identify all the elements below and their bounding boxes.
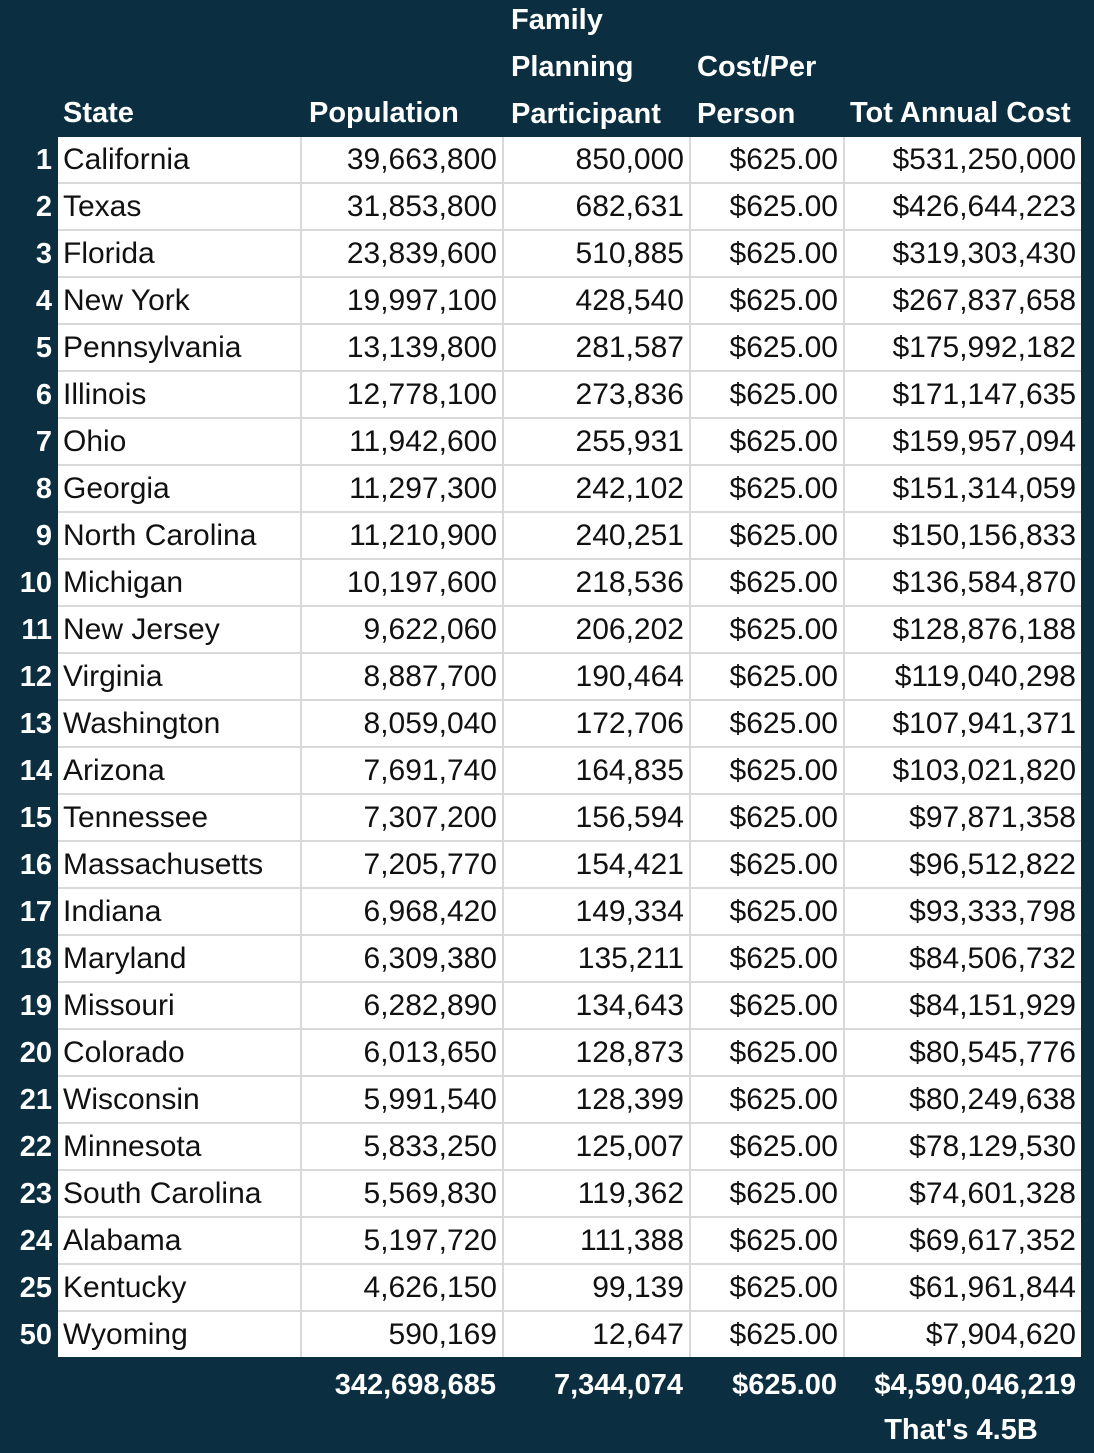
row-number[interactable]: 8 — [35, 473, 52, 505]
row-number[interactable]: 18 — [19, 943, 52, 975]
cell-population[interactable]: 23,839,600 — [302, 231, 502, 276]
header-total-label: Tot Annual Cost — [850, 97, 1071, 129]
cell-state[interactable]: Pennsylvania — [58, 325, 300, 370]
cell-population[interactable]: 5,197,720 — [302, 1218, 502, 1263]
header-population — [309, 90, 459, 137]
cell-population[interactable]: 31,853,800 — [302, 184, 502, 229]
cell-population[interactable]: 5,569,830 — [302, 1171, 502, 1216]
cell-population[interactable]: 9,622,060 — [302, 607, 502, 652]
cell-total-annual-cost[interactable]: $151,314,059 — [845, 466, 1081, 511]
cell-population[interactable]: 11,942,600 — [302, 419, 502, 464]
cell-cost-per-person[interactable]: $625.00 — [691, 372, 843, 417]
cell-population[interactable]: 6,013,650 — [302, 1030, 502, 1075]
cell-cost-per-person[interactable]: $625.00 — [691, 137, 843, 182]
row-number[interactable]: 19 — [19, 990, 52, 1022]
cell-state[interactable]: Ohio — [58, 419, 300, 464]
cell-state[interactable]: Washington — [58, 701, 300, 746]
cell-participant[interactable]: 149,334 — [504, 889, 689, 934]
cell-participant[interactable]: 281,587 — [504, 325, 689, 370]
cell-participant[interactable]: 255,931 — [504, 419, 689, 464]
cell-cost-per-person[interactable]: $625.00 — [691, 607, 843, 652]
cell-participant[interactable]: 128,873 — [504, 1030, 689, 1075]
cell-total-annual-cost[interactable]: $426,644,223 — [845, 184, 1081, 229]
cell-cost-per-person[interactable]: $625.00 — [691, 842, 843, 887]
cell-participant[interactable]: 242,102 — [504, 466, 689, 511]
cell-participant[interactable]: 135,211 — [504, 936, 689, 981]
cell-population[interactable]: 12,778,100 — [302, 372, 502, 417]
row-number[interactable]: 5 — [35, 332, 52, 364]
cell-state[interactable]: Tennessee — [58, 795, 300, 840]
cell-cost-per-person[interactable]: $625.00 — [691, 795, 843, 840]
cell-total-annual-cost[interactable]: $96,512,822 — [845, 842, 1081, 887]
cell-population[interactable]: 11,210,900 — [302, 513, 502, 558]
row-number[interactable]: 9 — [35, 520, 52, 552]
cell-population[interactable]: 39,663,800 — [302, 137, 502, 182]
cell-participant[interactable]: 156,594 — [504, 795, 689, 840]
cell-state[interactable]: Virginia — [58, 654, 300, 699]
cell-cost-per-person[interactable]: $625.00 — [691, 231, 843, 276]
cell-participant[interactable]: 99,139 — [504, 1265, 689, 1310]
row-numbers — [0, 137, 52, 1359]
cell-population[interactable]: 7,307,200 — [302, 795, 502, 840]
cell-participant[interactable]: 273,836 — [504, 372, 689, 417]
cell-state[interactable]: Kentucky — [58, 1265, 300, 1310]
cell-total-annual-cost[interactable]: $103,021,820 — [845, 748, 1081, 793]
cell-total-annual-cost[interactable]: $107,941,371 — [845, 701, 1081, 746]
cell-state[interactable]: Colorado — [58, 1030, 300, 1075]
cell-total-annual-cost[interactable]: $150,156,833 — [845, 513, 1081, 558]
row-number[interactable]: 1 — [35, 144, 52, 176]
cell-population[interactable]: 6,968,420 — [302, 889, 502, 934]
cell-state[interactable]: Arizona — [58, 748, 300, 793]
cell-total-annual-cost[interactable]: $128,876,188 — [845, 607, 1081, 652]
total-participant[interactable]: 7,344,074 — [553, 1369, 683, 1401]
cell-state[interactable]: South Carolina — [58, 1171, 300, 1216]
cell-participant[interactable]: 12,647 — [504, 1312, 689, 1357]
row-number[interactable]: 25 — [19, 1272, 52, 1304]
cell-cost-per-person[interactable]: $625.00 — [691, 325, 843, 370]
cell-participant[interactable]: 172,706 — [504, 701, 689, 746]
cell-population[interactable]: 6,309,380 — [302, 936, 502, 981]
data-table — [58, 137, 1081, 1357]
total-cost[interactable]: $625.00 — [732, 1369, 837, 1401]
cell-participant[interactable]: 218,536 — [504, 560, 689, 605]
cell-state[interactable]: New York — [58, 278, 300, 323]
cell-state[interactable]: Minnesota — [58, 1124, 300, 1169]
row-number[interactable]: 23 — [19, 1178, 52, 1210]
row-number[interactable]: 2 — [35, 191, 52, 223]
cell-state[interactable]: Alabama — [58, 1218, 300, 1263]
cell-participant[interactable]: 164,835 — [504, 748, 689, 793]
cell-population[interactable]: 6,282,890 — [302, 983, 502, 1028]
cell-state[interactable]: Texas — [58, 184, 300, 229]
cell-state[interactable]: Georgia — [58, 466, 300, 511]
row-number[interactable]: 24 — [19, 1225, 52, 1257]
header-population-label: Population — [309, 97, 459, 129]
cell-population[interactable]: 4,626,150 — [302, 1265, 502, 1310]
cell-total-annual-cost[interactable]: $84,506,732 — [845, 936, 1081, 981]
header-cost-line-2: Person — [697, 98, 796, 130]
cell-total-annual-cost[interactable]: $69,617,352 — [845, 1218, 1081, 1263]
total-annual-cost[interactable]: $4,590,046,219 — [874, 1369, 1076, 1401]
cell-state[interactable]: Illinois — [58, 372, 300, 417]
header-participant-line-1: Family — [511, 4, 603, 36]
cell-participant[interactable]: 190,464 — [504, 654, 689, 699]
cell-population[interactable]: 8,887,700 — [302, 654, 502, 699]
row-number[interactable]: 12 — [19, 661, 52, 693]
cell-participant[interactable]: 206,202 — [504, 607, 689, 652]
cell-cost-per-person[interactable]: $625.00 — [691, 1312, 843, 1357]
cell-participant[interactable]: 240,251 — [504, 513, 689, 558]
cell-state[interactable]: North Carolina — [58, 513, 300, 558]
header-total — [850, 90, 1071, 137]
cell-state[interactable]: Missouri — [58, 983, 300, 1028]
cell-total-annual-cost[interactable]: $78,129,530 — [845, 1124, 1081, 1169]
row-number[interactable]: 14 — [19, 755, 52, 787]
cell-total-annual-cost[interactable]: $74,601,328 — [845, 1171, 1081, 1216]
cell-participant[interactable]: 134,643 — [504, 983, 689, 1028]
cell-total-annual-cost[interactable]: $531,250,000 — [845, 137, 1081, 182]
cell-total-annual-cost[interactable]: $80,545,776 — [845, 1030, 1081, 1075]
cell-cost-per-person[interactable]: $625.00 — [691, 513, 843, 558]
row-number[interactable]: 15 — [19, 802, 52, 834]
cell-state[interactable]: Florida — [58, 231, 300, 276]
cell-total-annual-cost[interactable]: $61,961,844 — [845, 1265, 1081, 1310]
cell-population[interactable]: 5,833,250 — [302, 1124, 502, 1169]
header-participant-line-2: Planning — [511, 51, 634, 83]
cell-cost-per-person[interactable]: $625.00 — [691, 936, 843, 981]
cell-cost-per-person[interactable]: $625.00 — [691, 466, 843, 511]
header-participant — [511, 0, 661, 138]
row-number[interactable]: 13 — [19, 708, 52, 740]
cell-population[interactable]: 590,169 — [302, 1312, 502, 1357]
cell-participant[interactable]: 850,000 — [504, 137, 689, 182]
cell-total-annual-cost[interactable]: $171,147,635 — [845, 372, 1081, 417]
cell-cost-per-person[interactable]: $625.00 — [691, 701, 843, 746]
cell-total-annual-cost[interactable]: $136,584,870 — [845, 560, 1081, 605]
cell-participant[interactable]: 111,388 — [504, 1218, 689, 1263]
cell-participant[interactable]: 128,399 — [504, 1077, 689, 1122]
cell-total-annual-cost[interactable]: $7,904,620 — [845, 1312, 1081, 1357]
cell-participant[interactable]: 428,540 — [504, 278, 689, 323]
row-number[interactable]: 20 — [19, 1037, 52, 1069]
row-number[interactable]: 6 — [35, 379, 52, 411]
cell-population[interactable]: 13,139,800 — [302, 325, 502, 370]
cell-state[interactable]: Michigan — [58, 560, 300, 605]
row-number[interactable]: 7 — [35, 426, 52, 458]
cell-state[interactable]: Wisconsin — [58, 1077, 300, 1122]
cell-population[interactable]: 11,297,300 — [302, 466, 502, 511]
cell-cost-per-person[interactable]: $625.00 — [691, 889, 843, 934]
cell-state[interactable]: Massachusetts — [58, 842, 300, 887]
cell-total-annual-cost[interactable]: $93,333,798 — [845, 889, 1081, 934]
cell-cost-per-person[interactable]: $625.00 — [691, 278, 843, 323]
row-number[interactable]: 16 — [19, 849, 52, 881]
cell-total-annual-cost[interactable]: $175,992,182 — [845, 325, 1081, 370]
cell-total-annual-cost[interactable]: $319,303,430 — [845, 231, 1081, 276]
cell-state[interactable]: New Jersey — [58, 607, 300, 652]
row-number[interactable]: 50 — [19, 1319, 52, 1351]
cell-population[interactable]: 5,991,540 — [302, 1077, 502, 1122]
cell-participant[interactable]: 682,631 — [504, 184, 689, 229]
row-number[interactable]: 11 — [21, 614, 52, 646]
cell-state[interactable]: Maryland — [58, 936, 300, 981]
cell-state[interactable]: Wyoming — [58, 1312, 300, 1357]
cell-state[interactable]: Indiana — [58, 889, 300, 934]
cell-total-annual-cost[interactable]: $159,957,094 — [845, 419, 1081, 464]
header-state — [63, 90, 134, 137]
cell-cost-per-person[interactable]: $625.00 — [691, 1265, 843, 1310]
row-number[interactable]: 3 — [35, 238, 52, 270]
cell-cost-per-person[interactable]: $625.00 — [691, 1124, 843, 1169]
row-number[interactable]: 17 — [19, 896, 52, 928]
cell-cost-per-person[interactable]: $625.00 — [691, 1171, 843, 1216]
cell-participant[interactable]: 154,421 — [504, 842, 689, 887]
cell-participant[interactable]: 510,885 — [504, 231, 689, 276]
cell-cost-per-person[interactable]: $625.00 — [691, 419, 843, 464]
summary-note[interactable]: That's 4.5B — [884, 1414, 1038, 1446]
cell-cost-per-person[interactable]: $625.00 — [691, 1218, 843, 1263]
total-population[interactable]: 342,698,685 — [334, 1369, 496, 1401]
cell-cost-per-person[interactable]: $625.00 — [691, 1077, 843, 1122]
cell-population[interactable]: 19,997,100 — [302, 278, 502, 323]
cell-population[interactable]: 7,205,770 — [302, 842, 502, 887]
cell-population[interactable]: 10,197,600 — [302, 560, 502, 605]
cell-population[interactable]: 7,691,740 — [302, 748, 502, 793]
row-number[interactable]: 21 — [19, 1084, 52, 1116]
cell-state[interactable]: California — [58, 137, 300, 182]
cell-total-annual-cost[interactable]: $267,837,658 — [845, 278, 1081, 323]
header-participant-line-3: Participant — [511, 98, 661, 130]
cell-cost-per-person[interactable]: $625.00 — [691, 184, 843, 229]
cell-cost-per-person[interactable]: $625.00 — [691, 560, 843, 605]
row-number[interactable]: 4 — [35, 285, 52, 317]
header-cost-line-1: Cost/Per — [697, 51, 817, 83]
cell-cost-per-person[interactable]: $625.00 — [691, 748, 843, 793]
cell-participant[interactable]: 119,362 — [504, 1171, 689, 1216]
header-state-label: State — [63, 97, 134, 129]
cell-population[interactable]: 8,059,040 — [302, 701, 502, 746]
cell-cost-per-person[interactable]: $625.00 — [691, 983, 843, 1028]
cell-total-annual-cost[interactable]: $80,249,638 — [845, 1077, 1081, 1122]
cell-total-annual-cost[interactable]: $119,040,298 — [845, 654, 1081, 699]
row-number[interactable]: 22 — [19, 1131, 52, 1163]
cell-total-annual-cost[interactable]: $84,151,929 — [845, 983, 1081, 1028]
header-cost-per — [697, 44, 816, 138]
cell-total-annual-cost[interactable]: $97,871,358 — [845, 795, 1081, 840]
row-number[interactable]: 10 — [19, 567, 52, 599]
cell-participant[interactable]: 125,007 — [504, 1124, 689, 1169]
cell-cost-per-person[interactable]: $625.00 — [691, 654, 843, 699]
cell-cost-per-person[interactable]: $625.00 — [691, 1030, 843, 1075]
